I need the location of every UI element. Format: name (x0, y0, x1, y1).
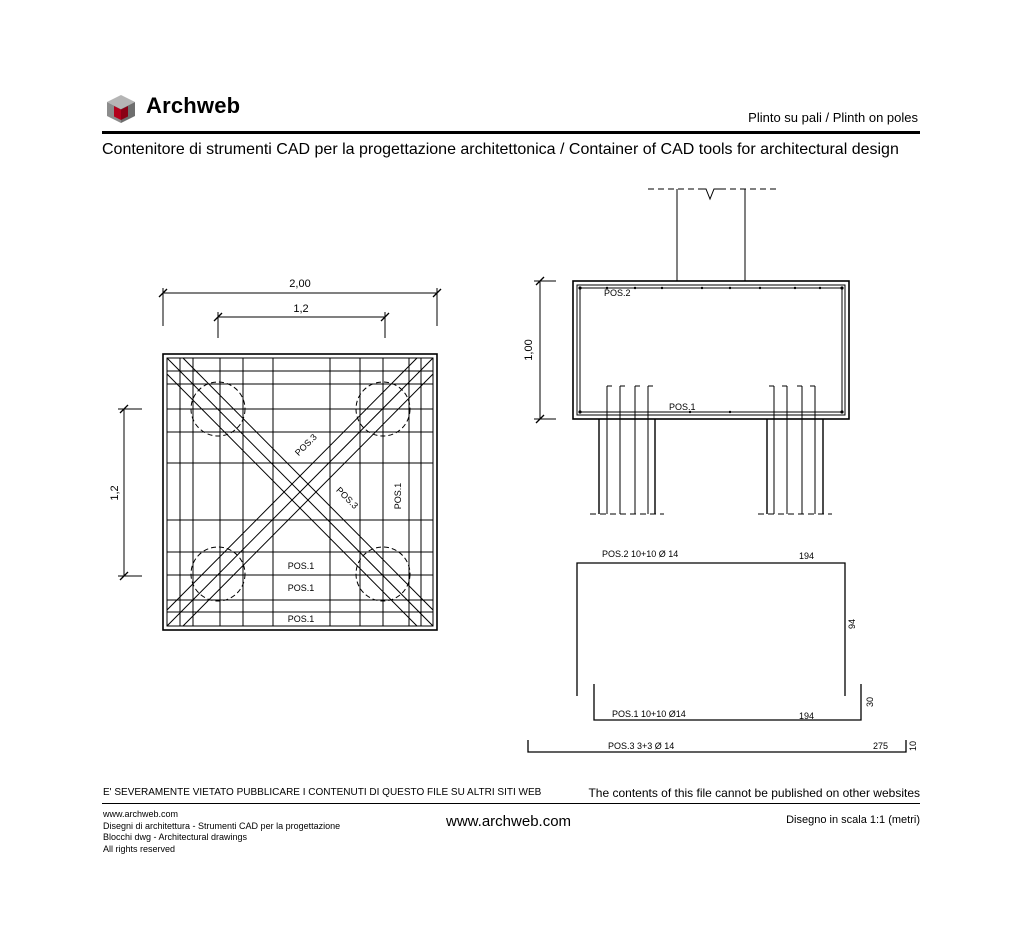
brand-name: Archweb (146, 93, 241, 118)
plan-pos1-side: POS.1 (393, 482, 403, 510)
drawing-scale: Disegno in scala 1:1 (metri) (786, 814, 920, 826)
bar-schedule (528, 563, 906, 752)
plan-dim-total: 2,00 (289, 278, 311, 290)
drawing-title: Plinto su pali / Plinth on poles (748, 110, 918, 125)
bar-pos3-leg: 10 (908, 740, 918, 752)
footer-rule (102, 803, 920, 804)
bar-pos2-length: 194 (799, 551, 815, 561)
bar-pos3-label: POS.3 3+3 Ø 14 (608, 741, 675, 751)
bar-pos3-length: 275 (873, 741, 889, 751)
plan-pos1-row: POS.1 (287, 614, 315, 624)
bar-pos1-label: POS.1 10+10 Ø14 (612, 709, 686, 719)
bar-pos1-leg: 30 (865, 696, 875, 708)
bar-pos1-length: 194 (799, 711, 815, 721)
plan-view (118, 288, 441, 630)
bar-pos2-leg: 94 (847, 618, 857, 630)
plan-dim-piles: 1,2 (293, 303, 309, 315)
bar-pos2-label: POS.2 10+10 Ø 14 (602, 549, 679, 559)
warning-english: The contents of this file cannot be published on other websites (588, 786, 920, 800)
plan-pos1-row: POS.1 (287, 583, 315, 593)
plan-dim-side: 1,2 (109, 485, 121, 501)
footer-info-line: Blocchi dwg - Architectural drawings (103, 832, 248, 842)
footer-info-line: All rights reserved (103, 843, 176, 854)
plan-pos3-label-a: POS.3 (292, 431, 319, 458)
subtitle: Contenitore di strumenti CAD per la progettazione architettonica / Container of CAD tools for architectural design (102, 141, 899, 158)
footer-info (103, 809, 423, 855)
plan-pos3-label-b: POS.3 (334, 484, 361, 511)
footer-info-line: Disegni di architettura - Strumenti CAD per la progettazione (103, 820, 341, 831)
section-dim-height: 1,00 (523, 339, 535, 361)
rebar-dots (578, 286, 843, 413)
footer-url-link[interactable]: www.archweb.com (446, 813, 572, 830)
section-view (534, 189, 849, 514)
footer-info-line[interactable]: www.archweb.com (103, 809, 179, 819)
plan-pos1-row: POS.1 (287, 561, 315, 571)
warning-italian: E' SEVERAMENTE VIETATO PUBBLICARE I CONTENUTI DI QUESTO FILE SU ALTRI SITI WEB (103, 787, 542, 798)
section-pos2-label: POS.2 (604, 288, 631, 298)
section-pos1-label: POS.1 (669, 402, 696, 412)
